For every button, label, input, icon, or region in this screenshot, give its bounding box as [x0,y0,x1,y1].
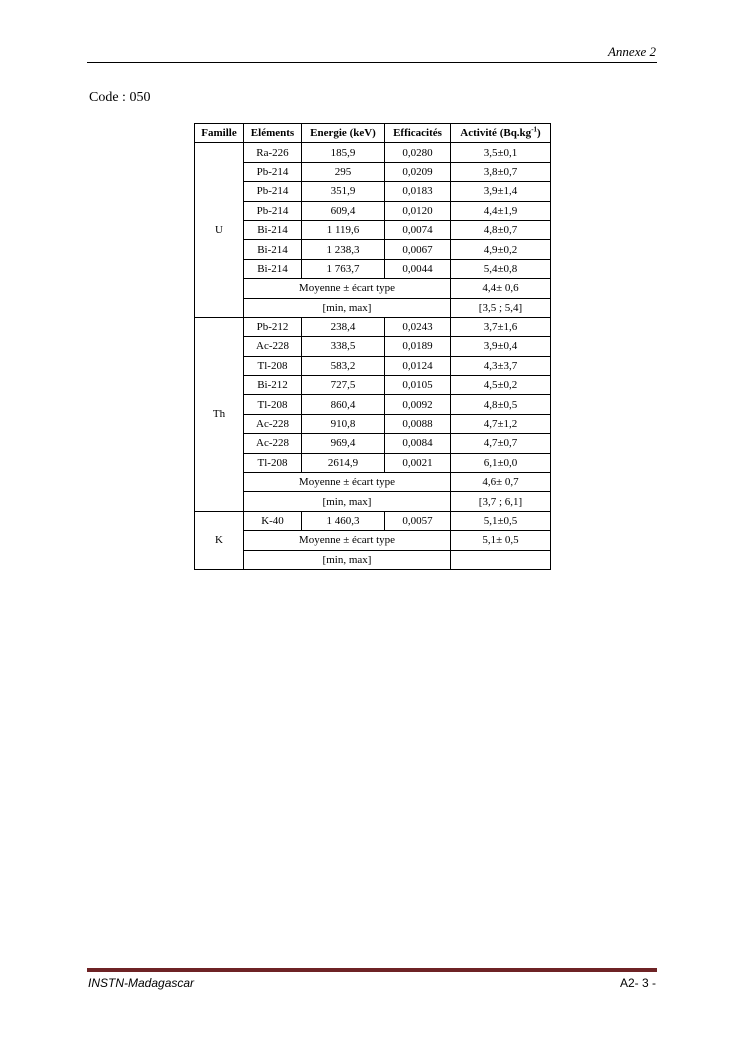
table-row [195,220,551,239]
table-row [195,337,551,356]
activity-cell: 3,9±1,4 [451,182,551,201]
element-cell: Pb-212 [244,317,302,336]
code-label: Code : 050 [89,90,151,105]
energy-cell: 1 119,6 [302,220,385,239]
energy-cell: 338,5 [302,337,385,356]
range-row [195,492,551,511]
mean-label: Moyenne ± écart type [244,531,451,550]
activity-cell: 4,9±0,2 [451,240,551,259]
header-activity-prefix: Activité (Bq.kg [460,127,532,140]
table-row [195,182,551,201]
energy-cell: 1 763,7 [302,259,385,278]
efficiency-cell: 0,0088 [385,414,451,433]
range-value: [3,5 ; 5,4] [451,298,551,317]
efficiency-cell: 0,0105 [385,376,451,395]
efficiency-cell: 0,0044 [385,259,451,278]
element-cell: K-40 [244,511,302,530]
table-row [195,259,551,278]
efficiency-cell: 0,0124 [385,356,451,375]
mean-label: Moyenne ± écart type [244,473,451,492]
efficiency-cell: 0,0021 [385,453,451,472]
activity-cell: 4,4±1,9 [451,201,551,220]
table-row [195,414,551,433]
element-cell: Pb-214 [244,162,302,181]
header-family: Famille [195,124,244,143]
element-cell: Tl-208 [244,453,302,472]
element-cell: Bi-212 [244,376,302,395]
element-cell: Ac-228 [244,434,302,453]
mean-row [195,473,551,492]
table-row [195,376,551,395]
activity-cell: 4,3±3,7 [451,356,551,375]
efficiency-cell: 0,0183 [385,182,451,201]
activity-cell: 4,8±0,7 [451,220,551,239]
table-row [195,395,551,414]
element-cell: Ra-226 [244,143,302,162]
energy-cell: 295 [302,162,385,181]
energy-cell: 1 238,3 [302,240,385,259]
activity-cell: 4,7±1,2 [451,414,551,433]
header-activity [451,124,551,143]
range-row [195,298,551,317]
efficiency-cell: 0,0120 [385,201,451,220]
footer-page-number: A2- 3 - [619,976,656,990]
header-efficiency: Efficacités [385,124,451,143]
activity-cell: 5,1±0,5 [451,511,551,530]
table-row [195,201,551,220]
table-row [195,317,551,336]
energy-cell: 969,4 [302,434,385,453]
header-energy: Energie (keV) [302,124,385,143]
element-cell: Pb-214 [244,182,302,201]
element-cell: Bi-214 [244,240,302,259]
energy-cell: 609,4 [302,201,385,220]
table-header-row [195,124,551,143]
header-activity-suffix: ) [537,127,541,140]
family-cell-k: K [195,511,244,569]
range-label: [min, max] [244,492,451,511]
mean-value: 5,1± 0,5 [451,531,551,550]
range-label: [min, max] [244,298,451,317]
range-value: [3,7 ; 6,1] [451,492,551,511]
table-row [195,356,551,375]
activity-cell: 5,4±0,8 [451,259,551,278]
activity-cell: 4,7±0,7 [451,434,551,453]
energy-cell: 727,5 [302,376,385,395]
header-rule [87,62,657,63]
efficiency-cell: 0,0067 [385,240,451,259]
activity-cell: 3,9±0,4 [451,337,551,356]
mean-value: 4,4± 0,6 [451,279,551,298]
energy-cell: 583,2 [302,356,385,375]
family-cell-th: Th [195,317,244,511]
table-row [195,240,551,259]
element-cell: Pb-214 [244,201,302,220]
footer-rule [87,968,657,972]
element-cell: Bi-214 [244,220,302,239]
activity-cell: 3,7±1,6 [451,317,551,336]
energy-cell: 910,8 [302,414,385,433]
activity-cell: 4,8±0,5 [451,395,551,414]
mean-row [195,531,551,550]
header-activity-sup: -1 [531,125,538,134]
header-elements: Eléments [244,124,302,143]
energy-cell: 860,4 [302,395,385,414]
energy-cell: 2614,9 [302,453,385,472]
mean-label: Moyenne ± écart type [244,279,451,298]
activity-table [194,123,551,570]
efficiency-cell: 0,0092 [385,395,451,414]
element-cell: Tl-208 [244,395,302,414]
activity-cell: 6,1±0,0 [451,453,551,472]
annex-header: Annexe 2 [607,44,656,59]
activity-cell: 3,5±0,1 [451,143,551,162]
element-cell: Ac-228 [244,414,302,433]
range-row [195,550,551,569]
mean-row [195,279,551,298]
efficiency-cell: 0,0057 [385,511,451,530]
range-label: [min, max] [244,550,451,569]
table-row [195,453,551,472]
efficiency-cell: 0,0084 [385,434,451,453]
efficiency-cell: 0,0209 [385,162,451,181]
footer-institution: INSTN-Madagascar [88,976,195,990]
element-cell: Tl-208 [244,356,302,375]
energy-cell: 185,9 [302,143,385,162]
table-row [195,511,551,530]
element-cell: Ac-228 [244,337,302,356]
energy-cell: 1 460,3 [302,511,385,530]
mean-value: 4,6± 0,7 [451,473,551,492]
energy-cell: 351,9 [302,182,385,201]
table-row [195,143,551,162]
family-cell-u: U [195,143,244,318]
table-row [195,434,551,453]
efficiency-cell: 0,0280 [385,143,451,162]
table-row [195,162,551,181]
efficiency-cell: 0,0189 [385,337,451,356]
efficiency-cell: 0,0074 [385,220,451,239]
element-cell: Bi-214 [244,259,302,278]
activity-cell: 4,5±0,2 [451,376,551,395]
energy-cell: 238,4 [302,317,385,336]
activity-cell: 3,8±0,7 [451,162,551,181]
efficiency-cell: 0,0243 [385,317,451,336]
range-value [451,550,551,569]
